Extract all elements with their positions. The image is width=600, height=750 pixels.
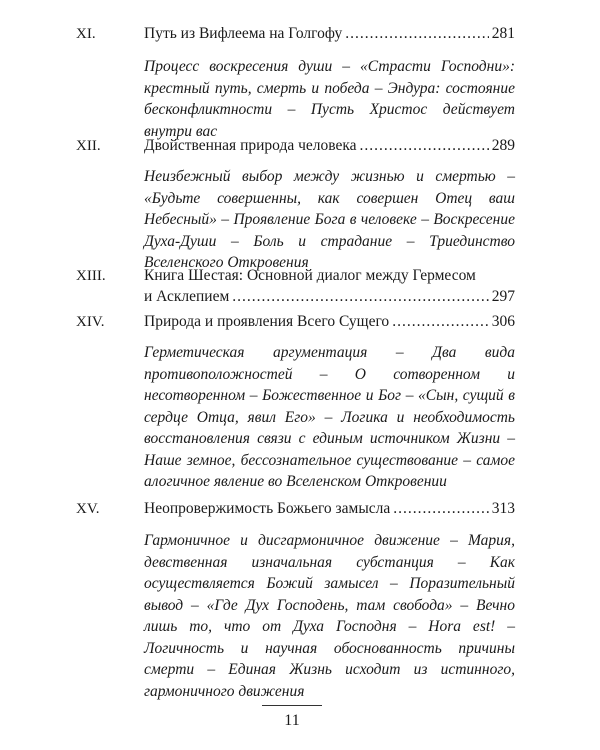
page-ref: 297 xyxy=(491,288,515,305)
toc-title-line-1[interactable] xyxy=(144,266,515,286)
toc-title-line-2[interactable] xyxy=(144,287,515,307)
chapter-number: XIV. xyxy=(76,314,105,330)
page-number: 11 xyxy=(284,712,300,729)
footer-rule xyxy=(262,705,322,706)
chapter-summary: Неизбежный выбор между жизнью и смертью – «Будьте совершенны, как совершен Отец ваш Небесный» – Проявление Бога в человеке – Воскресение Духа-Души – Боль и страдание – Триединство Вселенского Откровения xyxy=(144,168,515,271)
chapter-number: XIII. xyxy=(76,268,106,284)
dot-leader xyxy=(393,499,488,519)
toc-title-line[interactable] xyxy=(144,312,515,332)
chapter-number: XII. xyxy=(76,138,101,154)
dot-leader xyxy=(392,312,489,332)
chapter-title-part-1: Книга Шестая: Основной диалог между Гермесом xyxy=(144,267,476,284)
chapter-title: Путь из Вифлеема на Голгофу xyxy=(144,25,343,42)
page-ref: 306 xyxy=(491,313,515,330)
page-ref: 281 xyxy=(491,25,515,42)
chapter-title: Природа и проявления Всего Сущего xyxy=(144,313,390,330)
chapter-title: Неопровержимость Божьего замысла xyxy=(144,500,391,517)
toc-title-line[interactable] xyxy=(144,499,515,519)
chapter-number: XI. xyxy=(76,26,96,42)
chapter-summary: Процесс воскресения души – «Страсти Господни»: крестный путь, смерть и победа – Эндура: состояние бесконфликтности – Пусть Христос действует внутри вас xyxy=(144,58,515,140)
toc-title-line[interactable] xyxy=(144,136,515,156)
page-ref: 313 xyxy=(491,500,515,517)
page-ref: 289 xyxy=(491,137,515,154)
chapter-title: Двойственная природа человека xyxy=(144,137,357,154)
chapter-summary: Герметическая аргументация – Два вида противоположностей – О сотворенном и несотворенном – Божественное и Бог – «Сын, сущий в сердце Отца, явил Его» – Логика и необходимость восстановления связи с единым источником Жизни – Наше земное, бессознательное существование – самое алогичное явление во Вселенском Откровении xyxy=(144,344,515,490)
toc-title-line[interactable] xyxy=(144,24,515,44)
chapter-title-part-2: и Асклепием xyxy=(144,288,230,305)
dot-leader xyxy=(232,287,488,307)
chapter-number: XV. xyxy=(76,501,100,517)
dot-leader xyxy=(345,24,488,44)
chapter-summary: Гармоничное и дисгармоничное движение – Мария, девственная изначальная субстанция – Как осуществляется Божий замысел – Поразительный вывод – «Где Дух Господень, там свобода» – Вечно лишь то, что от Духа Господня – Hora est! – Логичность и научная обоснованность причины смерти – Единая Жизнь исходит из истинного, гармоничного движения xyxy=(144,532,515,700)
dot-leader xyxy=(360,136,489,156)
